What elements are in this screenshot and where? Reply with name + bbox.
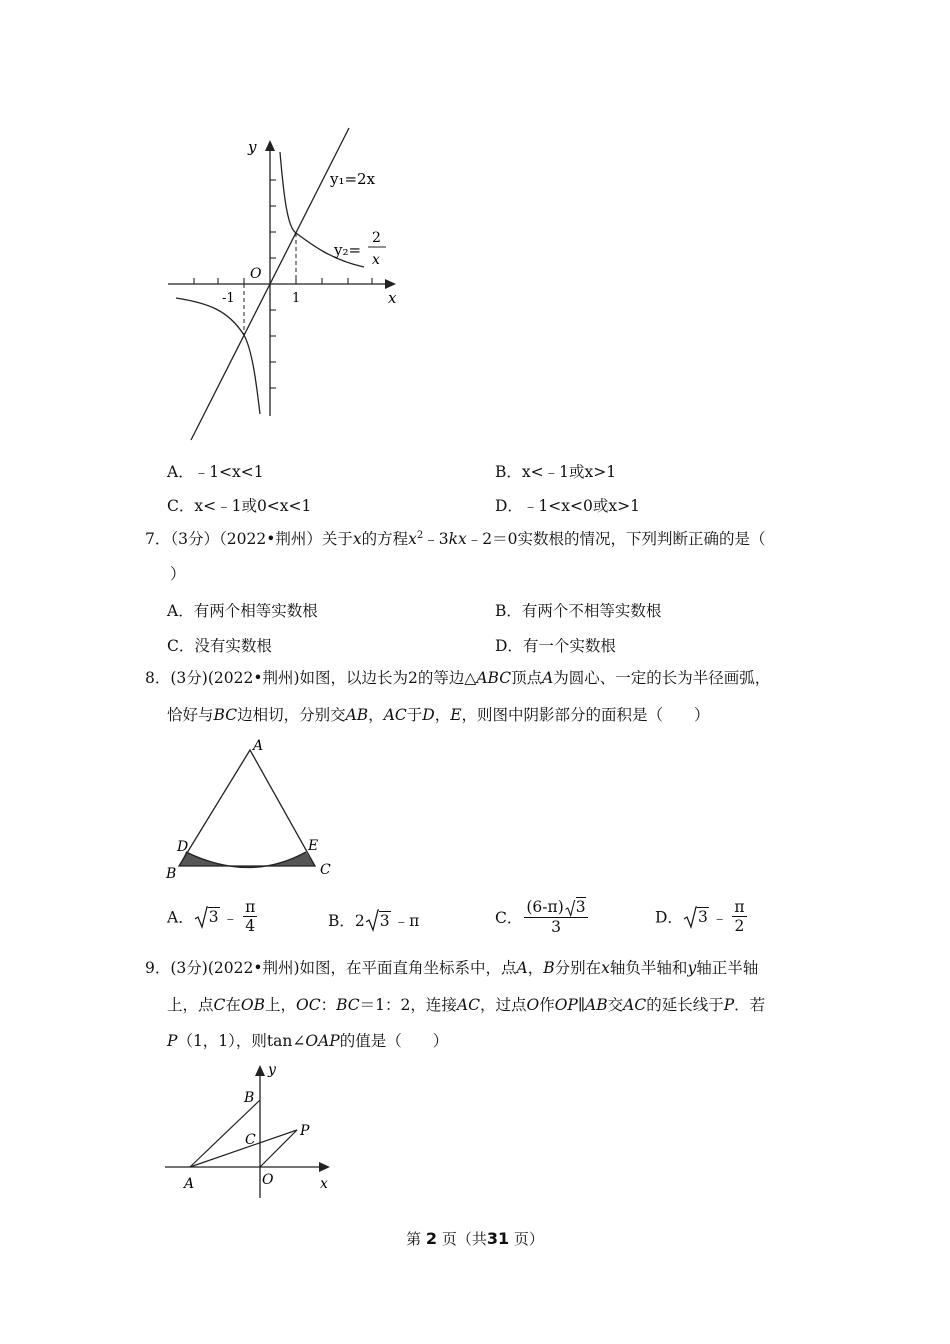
q8-var: ABC	[476, 669, 512, 687]
q8-text: 边相切，分别交	[237, 706, 346, 724]
radicand: 3	[379, 912, 390, 930]
numerator: π	[245, 898, 256, 916]
minus: ﹣	[711, 908, 728, 927]
q8-text: 于	[406, 706, 423, 724]
q8-var: AC	[383, 706, 407, 724]
q9-stem	[145, 958, 758, 978]
fraction	[524, 898, 587, 936]
radicand: 3	[697, 907, 708, 926]
q9-text: 作	[539, 996, 555, 1014]
q8-score: (3分)	[170, 669, 208, 687]
q8-var: D	[422, 706, 435, 724]
q8-text: ，	[368, 706, 384, 724]
q9-var: B	[543, 959, 555, 977]
q9-text: 在	[225, 996, 241, 1014]
numerator: π	[734, 898, 745, 916]
q9-text: ，过点	[479, 996, 527, 1014]
q7-eq-kx: kx	[448, 530, 467, 548]
label-E: E	[308, 838, 319, 854]
q8-text: 恰好与	[167, 706, 214, 724]
numerator	[524, 898, 587, 918]
x-axis-arrow	[319, 1162, 330, 1172]
y-axis-arrow	[255, 1065, 265, 1076]
q9-var: C	[213, 996, 226, 1014]
q9-var: OC	[296, 996, 321, 1014]
q9-text: （1，1），则tan∠	[177, 1032, 306, 1050]
q7-eq-exp: 2	[416, 530, 424, 541]
q9-text: ∥	[577, 996, 586, 1014]
origin-label: O	[250, 266, 262, 282]
q9-source: (2022•荆州)	[207, 959, 300, 977]
q9-text: 如图，在平面直角坐标系中，点	[299, 959, 517, 977]
q7-option-d[interactable]: D．有一个实数根	[495, 637, 616, 655]
option-label: C．	[495, 909, 523, 927]
q9-text: ＝1：2，连接	[359, 996, 457, 1014]
coefficient: 2	[354, 912, 365, 930]
tick-1-label: 1	[292, 291, 301, 306]
q9-var: O	[526, 996, 540, 1014]
minus: ﹣	[222, 908, 239, 927]
q9-text: ：	[320, 996, 337, 1014]
q9-text: 的值是（ ）	[339, 1032, 449, 1050]
footer-text: 页）	[513, 1230, 544, 1248]
q7-option-c[interactable]: C．没有实数根	[167, 637, 272, 655]
q8-option-b[interactable]	[328, 908, 419, 932]
curve-y2-num: 2	[372, 230, 381, 246]
q9-var: P	[723, 996, 735, 1014]
q9-text: ．若	[734, 996, 766, 1014]
q7-text: 关于	[321, 530, 353, 548]
fraction	[732, 898, 746, 935]
label-x: x	[320, 1176, 328, 1192]
q9-var: AB	[585, 996, 608, 1014]
x-axis-label: x	[388, 289, 397, 307]
page-number: 2	[425, 1229, 438, 1248]
q9-text: 上，点	[167, 996, 214, 1014]
q8-figure	[160, 735, 340, 885]
q8-text: ，则图中阴影部分的面积是（ ）	[461, 706, 710, 724]
shaded-region	[179, 852, 315, 868]
sqrt-icon	[564, 899, 576, 917]
label-C: C	[245, 1132, 256, 1148]
label-A: A	[184, 1176, 195, 1192]
q7-source: （2022•荆州）	[219, 530, 322, 548]
label-A: A	[253, 738, 264, 754]
q8-stem	[145, 668, 770, 688]
hyperbola-branch-2	[176, 298, 260, 414]
q9-var: OB	[240, 996, 266, 1014]
triangle-abc	[179, 750, 315, 866]
q9-var: y	[687, 959, 697, 977]
q9-var: OAP	[305, 1032, 340, 1050]
option-label: D．	[655, 908, 683, 927]
q8-option-c[interactable]	[495, 898, 590, 936]
q9-text: 轴正半轴	[696, 959, 759, 977]
tick-neg1-label: -1	[222, 291, 235, 306]
y-axis-label: y	[248, 138, 257, 156]
y-axis-arrow	[265, 140, 275, 151]
label-y: y	[268, 1062, 276, 1078]
fraction	[243, 898, 257, 935]
label-P: P	[300, 1123, 310, 1139]
total-pages: 31	[486, 1229, 510, 1248]
q9-var: AC	[456, 996, 480, 1014]
label-B: B	[244, 1090, 255, 1106]
q8-var: E	[450, 706, 462, 724]
option-label: A．	[167, 908, 194, 927]
q9-var: BC	[336, 996, 360, 1014]
q7-stem	[145, 529, 766, 549]
sqrt-icon	[194, 905, 208, 929]
q9-var: OP	[554, 996, 578, 1014]
q7-eq-x: x	[408, 530, 417, 548]
q9-text: 分别在	[554, 959, 602, 977]
q8-text: 顶点	[511, 669, 543, 687]
q9-text: 交	[607, 996, 624, 1014]
q7-option-b[interactable]: B．有两个不相等实数根	[495, 602, 662, 620]
sqrt-icon	[683, 905, 697, 929]
q9-stem-line2	[167, 995, 765, 1015]
segment-op	[260, 1130, 297, 1167]
radicand: 3	[208, 907, 219, 926]
q8-text: ，	[434, 706, 451, 724]
q9-text: 的延长线于	[646, 996, 724, 1014]
q8-var: BC	[213, 706, 238, 724]
segment-ap	[190, 1130, 297, 1167]
q7-text: 的方程	[361, 530, 409, 548]
q6-option-a[interactable]: A．﹣1<x<1	[167, 463, 264, 481]
denominator: 2	[734, 917, 745, 935]
q8-source: (2022•荆州)	[207, 669, 300, 687]
q7-text: ﹣2＝0实数根的情况，下列判断正确的是（	[466, 530, 766, 548]
numerator-text: (6-π)	[526, 898, 564, 916]
q6-option-c[interactable]: C．x<﹣1或0<x<1	[167, 497, 312, 515]
q9-stem-line3	[167, 1031, 448, 1051]
q9-var: AC	[623, 996, 647, 1014]
sqrt-icon	[365, 908, 379, 932]
radicand: 3	[575, 898, 586, 916]
footer-text: 页（共	[441, 1230, 487, 1248]
q6-option-b[interactable]: B．x<﹣1或x>1	[495, 463, 617, 481]
q7-option-a[interactable]: A．有两个相等实数根	[167, 602, 318, 620]
q9-text: 轴负半轴和	[609, 959, 688, 977]
label-B: B	[166, 866, 177, 882]
q9-var: P	[167, 1032, 178, 1050]
q8-option-a[interactable]	[167, 898, 259, 935]
q9-var: A	[516, 959, 528, 977]
label-D: D	[177, 839, 189, 855]
q9-text: 上，	[265, 996, 297, 1014]
label-O: O	[262, 1172, 274, 1188]
q8-number: 8．	[145, 669, 171, 687]
q9-text: ，	[527, 959, 544, 977]
curve-y2-label: y₂=	[334, 241, 362, 259]
q7-number: 7．	[145, 530, 171, 548]
q6-graph	[160, 120, 410, 450]
q7-var: x	[352, 530, 362, 548]
line-y1-label: y₁=2x	[330, 170, 376, 188]
q8-var: A	[542, 669, 554, 687]
curve-y2-den: x	[372, 252, 380, 268]
denominator: 4	[245, 917, 256, 935]
q8-stem-line2	[167, 705, 710, 725]
q8-text: 为圆心、一定的长为半径画弧，	[553, 669, 771, 687]
q9-score: (3分)	[170, 959, 208, 977]
q8-var: AB	[345, 706, 369, 724]
x-axis-arrow	[385, 279, 396, 289]
q9-figure	[160, 1060, 340, 1200]
q9-var: x	[601, 959, 610, 977]
denominator: 3	[551, 918, 561, 936]
page-footer	[0, 1228, 950, 1249]
label-C: C	[320, 862, 331, 878]
q8-option-d[interactable]	[655, 898, 749, 935]
q9-number: 9．	[145, 959, 171, 977]
tail: ﹣π	[393, 912, 420, 930]
q7-stem-line2: ）	[170, 565, 186, 583]
footer-text: 第	[406, 1230, 422, 1248]
q7-score: （3分）	[170, 530, 219, 548]
q7-text: ﹣3	[423, 530, 449, 548]
q6-option-d[interactable]: D．﹣1<x<0或x>1	[495, 497, 640, 515]
option-label: B．	[328, 912, 355, 930]
q8-text: 如图，以边长为2的等边△	[299, 669, 477, 687]
